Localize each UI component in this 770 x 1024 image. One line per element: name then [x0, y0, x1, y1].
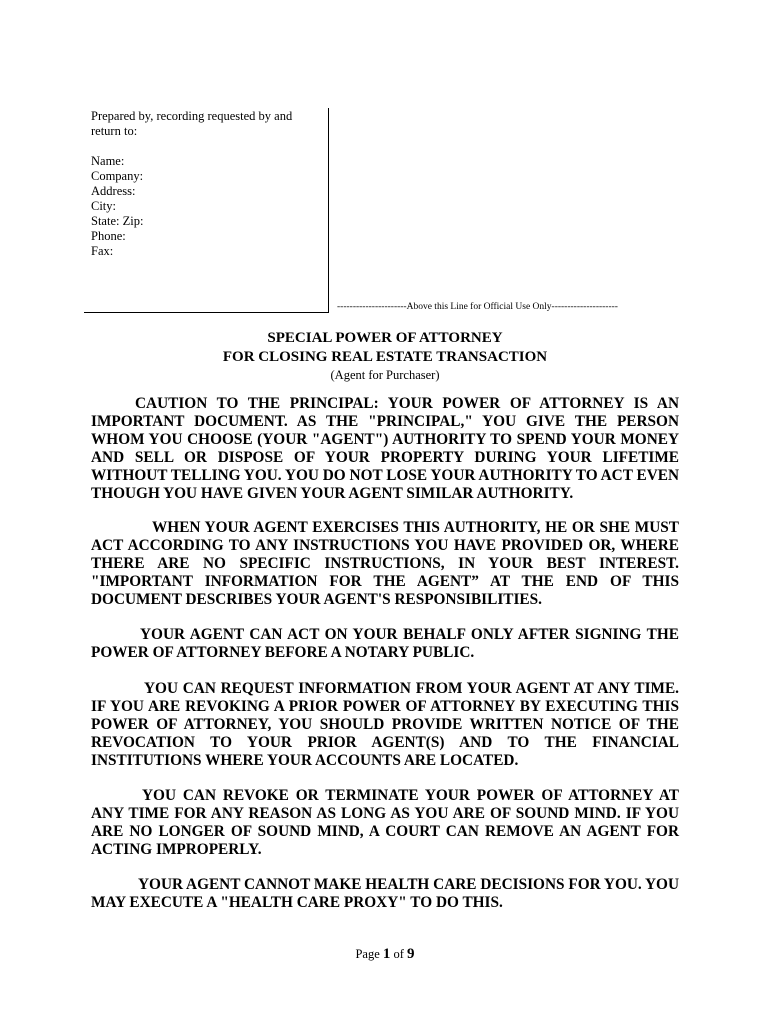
document-title-block — [0, 329, 770, 383]
document-title: SPECIAL POWER OF ATTORNEY — [267, 330, 503, 346]
current-page-number: 1 — [382, 946, 391, 962]
recording-box-right-border — [328, 108, 329, 312]
zip-field-label: Zip: — [122, 214, 144, 228]
name-field-label: Name: — [91, 154, 125, 168]
total-pages-number: 9 — [407, 946, 415, 962]
state-field-label: State: — [91, 214, 120, 228]
phone-field-label: Phone: — [91, 229, 126, 243]
caution-paragraph: CAUTION TO THE PRINCIPAL: YOUR POWER OF ATTORNEY IS AN IMPORTANT DOCUMENT. AS THE "PRINCIPAL," YOU GIVE THE PERSON WHOM YOU CHOOSE (YOUR "AGENT") AUTHORITY TO SPEND YOUR MONEY AND SELL OR DISPOSE OF YOUR PROPERTY DURING YOUR LIFETIME WITHOUT TELLING YOU. YOU DO NOT LOSE YOUR AUTHORITY TO ACT EVEN THOUGH YOU HAVE GIVEN YOUR AGENT SIMILAR AUTHORITY. — [91, 395, 679, 502]
health-care-paragraph: YOUR AGENT CANNOT MAKE HEALTH CARE DECISIONS FOR YOU. YOU MAY EXECUTE A "HEALTH CARE PROXY" TO DO THIS. — [91, 876, 679, 911]
notary-paragraph: YOUR AGENT CAN ACT ON YOUR BEHALF ONLY AFTER SIGNING THE POWER OF ATTORNEY BEFORE A NOTARY PUBLIC. — [91, 626, 679, 661]
of-word: of — [393, 947, 404, 961]
return-to-label: return to: — [91, 124, 138, 138]
prepared-by-label: Prepared by, recording requested by and — [91, 109, 293, 123]
company-field-label: Company: — [91, 169, 144, 183]
page-number-footer — [0, 946, 770, 963]
city-field-label: City: — [91, 199, 117, 213]
fax-field-label: Fax: — [91, 244, 114, 258]
recording-box-bottom-border — [84, 312, 329, 313]
agent-authority-paragraph: WHEN YOUR AGENT EXERCISES THIS AUTHORITY, HE OR SHE MUST ACT ACCORDING TO ANY INSTRUCTIONS YOU HAVE PROVIDED OR, WHERE THERE ARE NO SPECIFIC INSTRUCTIONS, IN YOUR BEST INTEREST. "IMPORTANT INFORMATION FOR THE AGENT” AT THE END OF THIS DOCUMENT DESCRIBES YOUR AGENT'S RESPONSIBILITIES. — [91, 519, 679, 608]
revoke-paragraph: YOU CAN REVOKE OR TERMINATE YOUR POWER OF ATTORNEY AT ANY TIME FOR ANY REASON AS LONG AS YOU ARE OF SOUND MIND. IF YOU ARE NO LONGER OF SOUND MIND, A COURT CAN REMOVE AN AGENT FOR ACTING IMPROPERLY. — [91, 787, 679, 858]
return-address-block — [91, 109, 321, 259]
page-word: Page — [355, 947, 380, 961]
official-use-line: ----------------------Above this Line for Official Use Only--------------------- — [337, 302, 618, 312]
document-title-line2: FOR CLOSING REAL ESTATE TRANSACTION — [222, 349, 548, 365]
request-information-paragraph: YOU CAN REQUEST INFORMATION FROM YOUR AGENT AT ANY TIME. IF YOU ARE REVOKING A PRIOR POWER OF ATTORNEY BY EXECUTING THIS POWER OF ATTORNEY, YOU SHOULD PROVIDE WRITTEN NOTICE OF THE REVOCATION TO YOUR PRIOR AGENT(S) AND TO THE FINANCIAL INSTITUTIONS WHERE YOUR ACCOUNTS ARE LOCATED. — [91, 680, 679, 769]
document-subtitle: (Agent for Purchaser) — [330, 368, 440, 382]
address-field-label: Address: — [91, 184, 136, 198]
